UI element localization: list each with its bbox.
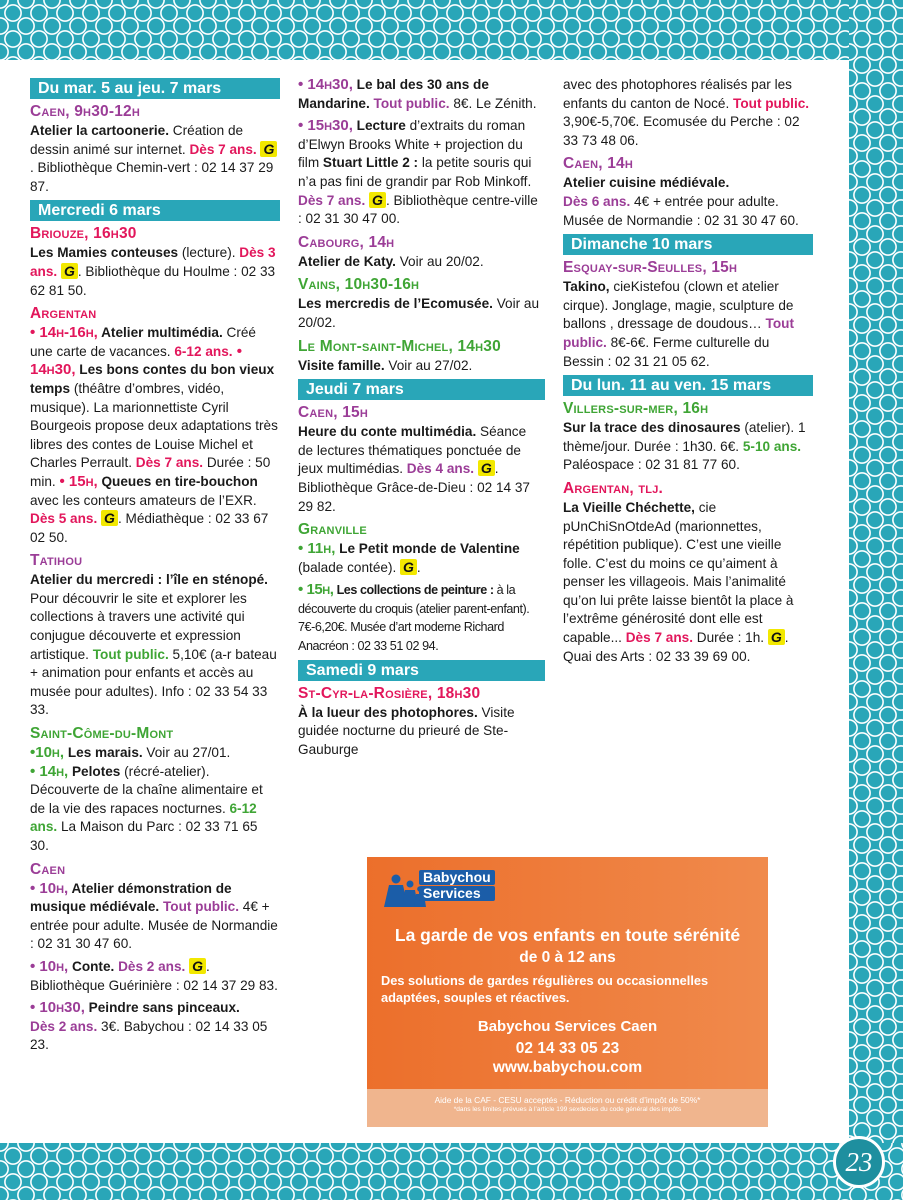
event-place: Caen, 15h: [298, 404, 369, 422]
event-entry: [298, 253, 545, 272]
age-label: Dès 7 ans.: [625, 630, 693, 646]
public-label: Tout public.: [92, 646, 169, 662]
event-info: 8€-6€. Ferme culturelle du Bessin : 02 31 21 05 62.: [563, 334, 770, 369]
event-time: • 14h-16h,: [30, 324, 98, 342]
age-label: 6-12 ans.: [174, 343, 233, 359]
ad-website-link[interactable]: www.babychou.com: [492, 1059, 643, 1076]
g-icon: G: [478, 460, 495, 476]
event-time: • 14h,: [30, 762, 69, 780]
event-place: Vains, 10h30-16h: [298, 276, 420, 294]
event-place: Caen, 14h: [563, 155, 634, 173]
event-title: Stuart Little 2 :: [322, 155, 419, 171]
event-title: Takino,: [563, 279, 610, 295]
event-entry: [298, 581, 545, 655]
event-title: Atelier démonstration de musique médiévale.: [30, 880, 232, 915]
page-number: 23: [833, 1136, 885, 1188]
event-title: Les Mamies conteuses: [30, 245, 179, 261]
event-entry: [30, 744, 280, 856]
event-entry: [298, 357, 545, 376]
age-label: Dès 2 ans.: [114, 958, 186, 974]
event-text: Durée : 1h.: [693, 630, 768, 646]
event-text: Voir au 20/02.: [395, 253, 484, 269]
decorative-pattern-bottom: [0, 1143, 903, 1200]
event-title: Atelier du mercredi : l’île en sténopé.: [30, 572, 268, 588]
event-title: Lecture: [352, 118, 406, 134]
date-band: Du lun. 11 au ven. 15 mars: [563, 375, 813, 396]
event-place: Briouze, 16h30: [30, 225, 137, 243]
event-entry: • 11h, Le Petit monde de Valentine (balade contée). G .: [298, 540, 520, 575]
age-label: 5-10 ans.: [742, 438, 802, 454]
event-entry: [30, 571, 280, 720]
event-title: Pelotes: [68, 763, 121, 779]
event-info: 3,90€-5,70€. Ecomusée du Perche : 02 33 73 48 06.: [563, 114, 800, 148]
event-info: . Bibliothèque Chemin-vert : 02 14 37 29 87.: [30, 160, 274, 194]
event-text: Séance de lectures thématiques ponctuée de jeux multimédias.: [298, 424, 527, 477]
event-title: Visite famille.: [298, 357, 385, 373]
event-time: • 15h30,: [298, 117, 353, 135]
event-entry: [298, 423, 545, 516]
event-info: 4€ + entrée pour adulte. Musée de Normandie : 02 31 30 47 60.: [30, 899, 278, 952]
event-place: Cabourg, 14h: [298, 233, 395, 251]
event-entry: [563, 419, 813, 475]
g-icon: G: [189, 958, 206, 974]
date-band: Mercredi 6 mars: [30, 200, 280, 221]
event-text: Création de dessin animé sur internet.: [30, 123, 244, 157]
event-entry: [563, 174, 813, 230]
event-place: Argentan, tlj.: [563, 479, 664, 497]
age-label: Dès 7 ans.: [135, 455, 204, 471]
event-entry: [563, 499, 813, 666]
event-title: Les collections de peinture :: [333, 583, 494, 598]
event-info: . Bibliothèque Guérinière : 02 14 37 29 83.: [30, 958, 278, 993]
event-text: (balade contée).: [298, 559, 401, 575]
age-label: Dès 7 ans.: [189, 141, 257, 157]
g-icon: G: [369, 192, 386, 208]
event-text: cieKistefou (clown et atelier cirque). Jonglage, magie, sculpture de ballons , dressage de doudous…: [563, 279, 794, 332]
event-text: cie pUnChiSnOtdeAd (marionnettes, répétition publique). C’est une vieille folle. C’est du moins ce qu’aiment à penser les villageois. Mais l’animalité qu’on lui prête laisse bientôt la place à l’extrême générosité dont elle est capable...: [563, 499, 794, 646]
event-time: •10h,: [30, 744, 65, 762]
event-info: 4€ + entrée pour adulte. Musée de Normandie : 02 31 30 47 60.: [563, 193, 799, 228]
event-text: (théâtre d’ombres, vidéo, musique). La marionnettiste Cyril Bourgeois propose deux adaptations très libres des contes de Louise Michel et Charles Perrault.: [30, 380, 278, 471]
event-place: Le Mont-saint-Michel, 14h30: [298, 337, 501, 355]
event-time: • 10h30,: [30, 999, 85, 1017]
event-text: Pour découvrir le site et explorer les collections à travers une activité qui conjugue découverte et expression artistique.: [30, 590, 247, 662]
event-info: . Bibliothèque du Houlme : 02 33 62 81 50.: [30, 263, 276, 298]
decorative-pattern-right: [849, 0, 903, 1200]
event-title: Peindre sans pinceaux.: [84, 1000, 240, 1016]
date-band: Jeudi 7 mars: [298, 379, 545, 400]
ad-brand-line1: Babychou: [419, 870, 495, 885]
event-entry: [563, 278, 813, 371]
public-label: Tout public.: [733, 95, 810, 111]
event-title: Atelier de Katy.: [298, 253, 396, 269]
ad-company: Babychou Services Caen: [477, 1018, 658, 1035]
event-text: (atelier). 1 thème/jour. Durée : 1h30. 6€.: [563, 420, 806, 454]
column-1: [30, 76, 280, 1059]
event-entry: [30, 122, 280, 196]
column-3: [563, 76, 813, 670]
event-entry: [30, 244, 280, 300]
date-band: Du mar. 5 au jeu. 7 mars: [30, 78, 280, 99]
event-place: Esquay-sur-Seulles, 15h: [563, 259, 738, 277]
event-text: Voir au 27/01.: [142, 745, 231, 761]
event-text: Voir au 20/02.: [298, 296, 540, 330]
event-info: 8€. Le Zénith.: [449, 95, 537, 111]
ad-body: [367, 857, 768, 1089]
event-info: 5,10€ (a-r bateau + animation pour enfants et accès au musée pour adultes). Info : 02 33 54 33 33.: [30, 646, 277, 718]
public-label: Tout public.: [369, 95, 450, 111]
event-entry: [298, 295, 545, 332]
event-text: la petite souris qui n’a pas fini de grandir par Rob Minkoff.: [298, 155, 532, 189]
event-title: La Vieille Chéchette,: [563, 499, 695, 515]
date-band: Samedi 9 mars: [298, 660, 545, 681]
event-info: . Bibliothèque centre-ville : 02 31 30 47 00.: [298, 192, 538, 227]
ad-phone: 02 14 33 05 23: [515, 1040, 620, 1057]
public-label: Tout public.: [563, 316, 794, 350]
event-info: . Quai des Arts : 02 33 39 69 00.: [563, 630, 789, 664]
event-entry: [298, 76, 545, 113]
ad-footnote: Aide de la CAF - CESU acceptés - Réduction ou crédit d’impôt de 50%*: [434, 1095, 701, 1105]
column-2: [298, 76, 545, 763]
ad-brand: [419, 869, 495, 901]
event-time: • 10h,: [30, 879, 69, 897]
event-info: Paléospace : 02 31 81 77 60.: [563, 457, 740, 473]
age-label: Dès 6 ans.: [563, 193, 631, 209]
event-info: . Médiathèque : 02 33 67 02 50.: [30, 511, 269, 545]
age-label: Dès 5 ans.: [30, 511, 98, 527]
g-icon: G: [61, 263, 78, 279]
event-place: Villers-sur-mer, 16h: [563, 400, 709, 418]
ad-age-range: de 0 à 12 ans: [519, 949, 616, 966]
event-title: Les marais.: [64, 745, 143, 761]
event-title: Atelier cuisine médiévale.: [563, 175, 730, 191]
event-entry: [30, 324, 280, 547]
event-info: La Maison du Parc : 02 33 71 65 30.: [30, 819, 258, 853]
date-band: Dimanche 10 mars: [563, 234, 813, 255]
ad-brand-line2: Services: [419, 886, 495, 901]
event-title: Les mercredis de l’Ecomusée.: [298, 296, 493, 312]
event-place: Caen: [30, 860, 66, 878]
event-entry: [563, 76, 813, 150]
decorative-pattern-top: [0, 0, 903, 60]
event-place: Tatihou: [30, 552, 83, 570]
event-entry: [30, 958, 280, 995]
ad-description: Des solutions de gardes régulières ou occasionnelles adaptées, souples et réactives.: [381, 973, 709, 1005]
event-title: À la lueur des photophores.: [298, 704, 478, 720]
event-title: Heure du conte multimédia.: [298, 424, 477, 440]
event-title: Queues en tire-bouchon: [97, 473, 258, 489]
age-label: Dès 2 ans.: [30, 1018, 98, 1034]
event-text: avec des photophores réalisés par les enfants du canton de Nocé.: [563, 77, 792, 111]
event-time: • 11h,: [298, 540, 336, 558]
event-time: • 15h,: [59, 472, 98, 490]
event-place: Granville: [298, 521, 367, 539]
public-label: Tout public.: [159, 899, 239, 915]
event-time: • 15h,: [298, 581, 334, 599]
event-info: . Bibliothèque Grâce-de-Dieu : 02 14 37 29 82.: [298, 461, 530, 514]
event-text: d’extraits du roman d’Elwyn Brooks White + projection du film: [298, 118, 526, 171]
event-text: Créé une carte de vacances.: [30, 325, 256, 359]
event-entry: [298, 117, 545, 229]
event-text: Visite guidée nocturne du prieuré de Ste-Gauburge: [298, 704, 515, 757]
event-time: • 14h30,: [298, 76, 353, 93]
event-title: Conte.: [68, 958, 115, 974]
age-label: Dès 4 ans.: [406, 461, 475, 477]
g-icon: G: [400, 559, 417, 575]
ad-footer: [367, 1089, 768, 1127]
event-place: Argentan: [30, 305, 97, 323]
event-title: Sur la trace des dinosaures: [563, 420, 741, 436]
event-text: à la découverte du croquis (atelier parent-enfant). 7€-6,20€. Musée d’art moderne Richard Anacréon : 02 33 51 02 94.: [298, 583, 530, 654]
ad-headline: La garde de vos enfants en toute sérénité: [394, 925, 741, 945]
event-place: St-Cyr-la-Rosière, 18h30: [298, 684, 481, 702]
age-label: Dès 3 ans.: [30, 245, 276, 279]
event-title: Atelier la cartoonerie.: [30, 123, 170, 138]
event-text: (récré-atelier). Découverte de la chaîne alimentaire et de la vie des rapaces nocturnes.: [30, 763, 263, 816]
event-text: Durée : 50 min.: [30, 455, 271, 489]
g-icon: G: [260, 141, 277, 157]
age-label: Dès 7 ans.: [298, 192, 366, 208]
event-entry: [30, 880, 280, 954]
g-icon: G: [101, 510, 118, 526]
babychou-advertisement[interactable]: [367, 857, 768, 1127]
event-text: (lecture).: [178, 245, 240, 261]
event-place: Saint-Côme-du-Mont: [30, 725, 174, 743]
event-title: Les bons contes du bon vieux temps: [30, 362, 275, 396]
event-time: • 10h,: [30, 957, 69, 975]
event-place: Caen, 9h30-12h: [30, 103, 140, 120]
event-entry: [298, 704, 545, 760]
event-text: avec les conteurs amateurs de l’EXR.: [30, 492, 257, 508]
event-entry: [30, 999, 280, 1055]
g-icon: G: [768, 629, 785, 645]
event-title: Atelier multimédia.: [97, 325, 223, 341]
event-info: 3€. Babychou : 02 14 33 05 23.: [30, 1018, 268, 1053]
event-text: Voir au 27/02.: [384, 357, 473, 373]
ad-footnote-small: *dans les limites prévues à l’article 199 sexdecies du code général des impôts: [453, 1106, 682, 1113]
age-label: 6-12 ans.: [30, 800, 257, 835]
event-title: Le bal des 30 ans de Mandarine.: [298, 77, 489, 111]
event-title: Le Petit monde de Valentine: [335, 541, 520, 557]
event-time: • 14h30,: [30, 342, 242, 379]
